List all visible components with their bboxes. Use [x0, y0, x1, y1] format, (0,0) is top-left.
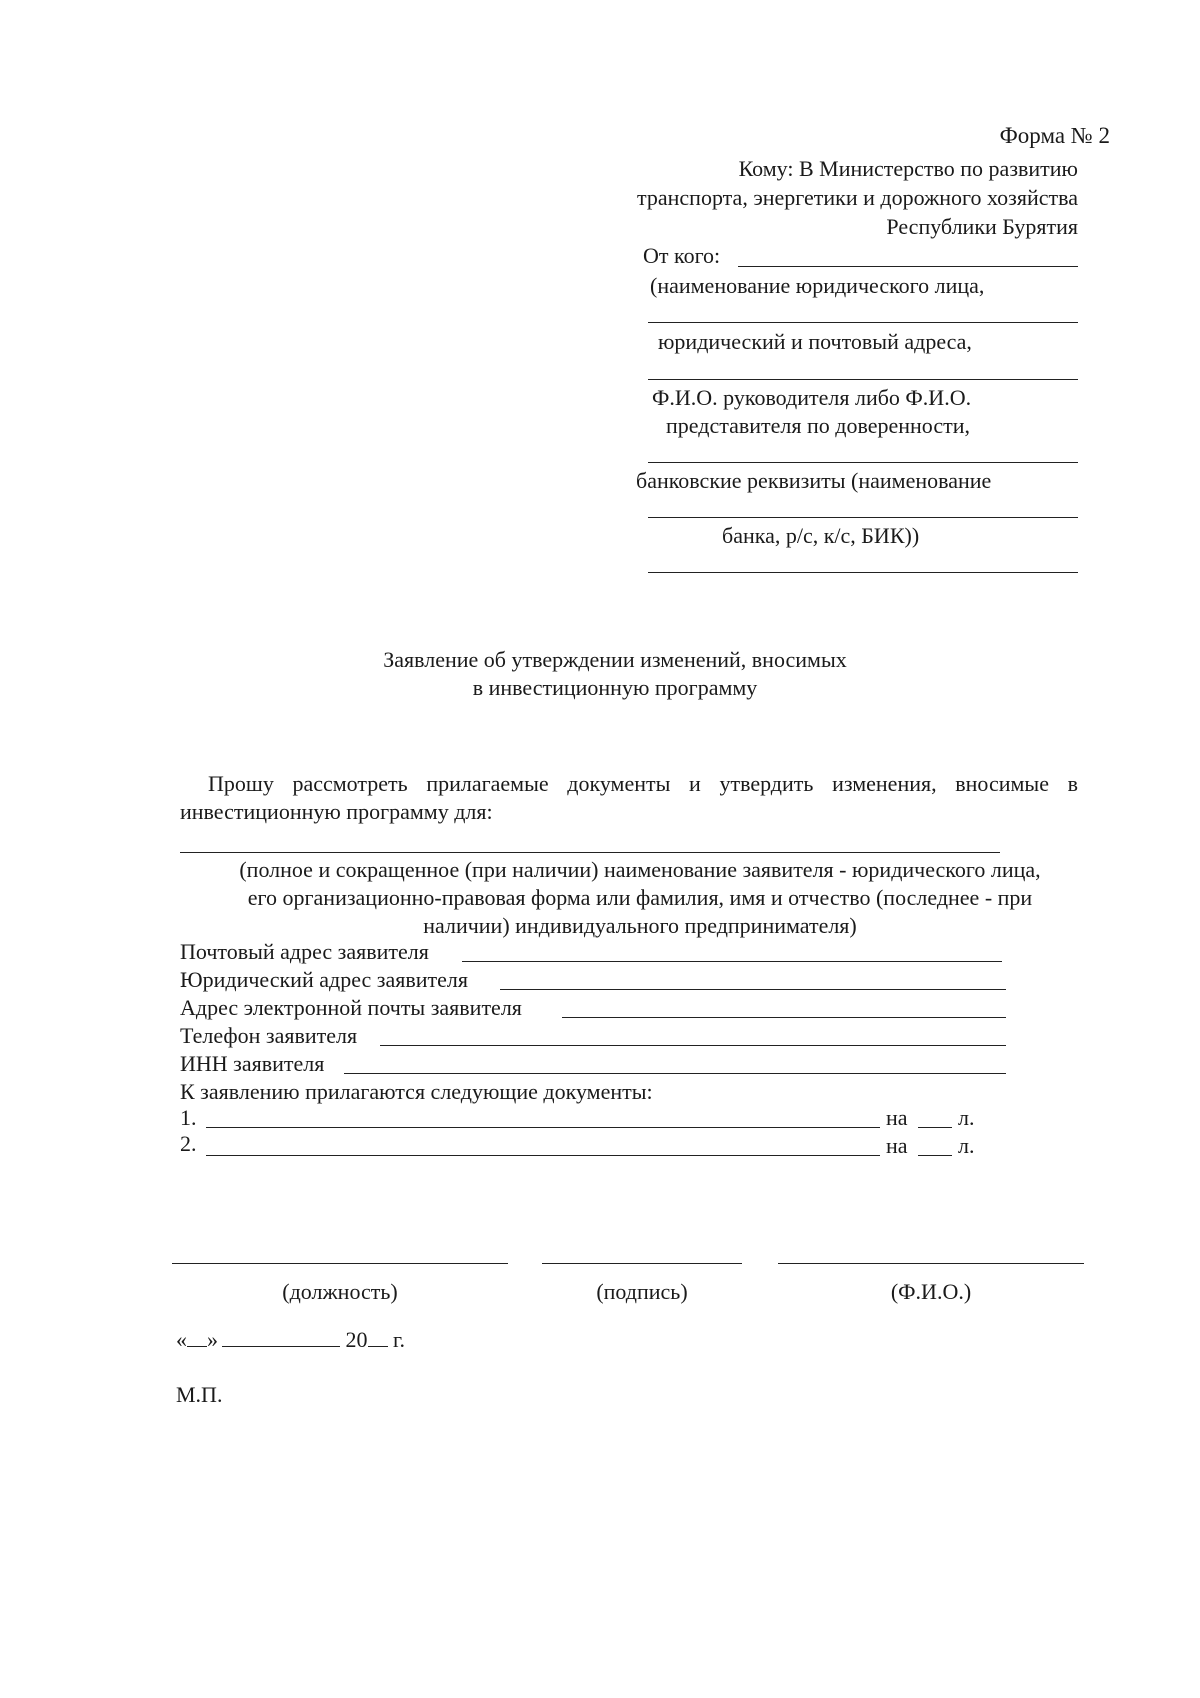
request-line-1: Прошу рассмотреть прилагаемые документы и утвердить изменения, вносимые в	[208, 771, 1078, 796]
document-title-line-2: в инвестиционную программу	[472, 675, 758, 700]
attachment-1-number: 1.	[180, 1105, 197, 1130]
form-number: Форма № 2	[999, 123, 1110, 148]
request-line-2: инвестиционную программу для:	[180, 799, 493, 824]
date-open-quote: «	[176, 1327, 187, 1352]
document-title-line-1: Заявление об утверждении изменений, вносимых	[383, 647, 847, 672]
year-suffix: г.	[393, 1327, 406, 1352]
postal-address-label: Почтовый адрес заявителя	[180, 939, 429, 964]
attachment-2-on: на	[886, 1133, 908, 1158]
applicant-name-line[interactable]	[180, 852, 1000, 853]
attachments-label: К заявлению прилагаются следующие документы:	[180, 1079, 653, 1104]
caption-addresses: юридический и почтовый адреса,	[658, 329, 972, 354]
caption-legal-entity: (наименование юридического лица,	[650, 273, 985, 298]
caption-bank-details: банковские реквизиты (наименование	[636, 468, 992, 493]
attachment-2-number: 2.	[180, 1131, 197, 1156]
addressee-line-1: Кому: В Министерство по развитию	[738, 156, 1078, 181]
from-label: От кого:	[643, 243, 721, 268]
postal-address-line[interactable]	[462, 961, 1002, 962]
month-blank[interactable]	[222, 1346, 340, 1347]
caption-bank-accounts: банка, р/с, к/с, БИК))	[722, 523, 920, 548]
year-prefix: 20	[345, 1327, 368, 1352]
caption-representative: представителя по доверенности,	[666, 413, 970, 438]
position-line[interactable]	[172, 1263, 508, 1264]
email-label: Адрес электронной почты заявителя	[180, 995, 522, 1020]
addressee-line-3: Республики Бурятия	[886, 214, 1078, 239]
email-line[interactable]	[562, 1017, 1006, 1018]
day-blank[interactable]	[187, 1346, 207, 1347]
inn-line[interactable]	[344, 1073, 1006, 1074]
applicant-caption-line-3: наличии) индивидуального предпринимателя)	[423, 913, 857, 938]
attachment-2-sheets: л.	[958, 1133, 975, 1158]
from-name-line[interactable]	[738, 266, 1078, 267]
addressee-line-2: транспорта, энергетики и дорожного хозяйства	[637, 185, 1078, 210]
position-caption: (должность)	[282, 1279, 398, 1304]
full-name-caption: (Ф.И.О.)	[890, 1279, 972, 1304]
stamp-place: М.П.	[176, 1382, 223, 1407]
addresses-line[interactable]	[648, 379, 1078, 380]
attachment-1-sheets: л.	[958, 1105, 975, 1130]
year-blank[interactable]	[368, 1346, 388, 1347]
legal-address-label: Юридический адрес заявителя	[180, 967, 468, 992]
legal-entity-line[interactable]	[648, 322, 1078, 323]
phone-line[interactable]	[380, 1045, 1006, 1046]
attachment-1-line[interactable]	[206, 1127, 880, 1128]
full-name-line[interactable]	[778, 1263, 1084, 1264]
attachment-1-sheets-line[interactable]	[918, 1127, 952, 1128]
applicant-caption-line-2: его организационно-правовая форма или фамилия, имя и отчество (последнее - при	[247, 885, 1033, 910]
attachment-2-line[interactable]	[206, 1155, 880, 1156]
director-line[interactable]	[648, 462, 1078, 463]
legal-address-line[interactable]	[500, 989, 1006, 990]
bank-accounts-line[interactable]	[648, 572, 1078, 573]
signature-caption: (подпись)	[596, 1279, 688, 1304]
attachment-1-on: на	[886, 1105, 908, 1130]
bank-details-line[interactable]	[648, 517, 1078, 518]
applicant-caption-line-1: (полное и сокращенное (при наличии) наименование заявителя - юридического лица,	[239, 857, 1041, 882]
caption-director: Ф.И.О. руководителя либо Ф.И.О.	[652, 385, 972, 410]
date-row	[176, 1329, 405, 1351]
inn-label: ИНН заявителя	[180, 1051, 325, 1076]
phone-label: Телефон заявителя	[180, 1023, 358, 1048]
date-close-quote: »	[207, 1327, 218, 1352]
signature-line[interactable]	[542, 1263, 742, 1264]
attachment-2-sheets-line[interactable]	[918, 1155, 952, 1156]
